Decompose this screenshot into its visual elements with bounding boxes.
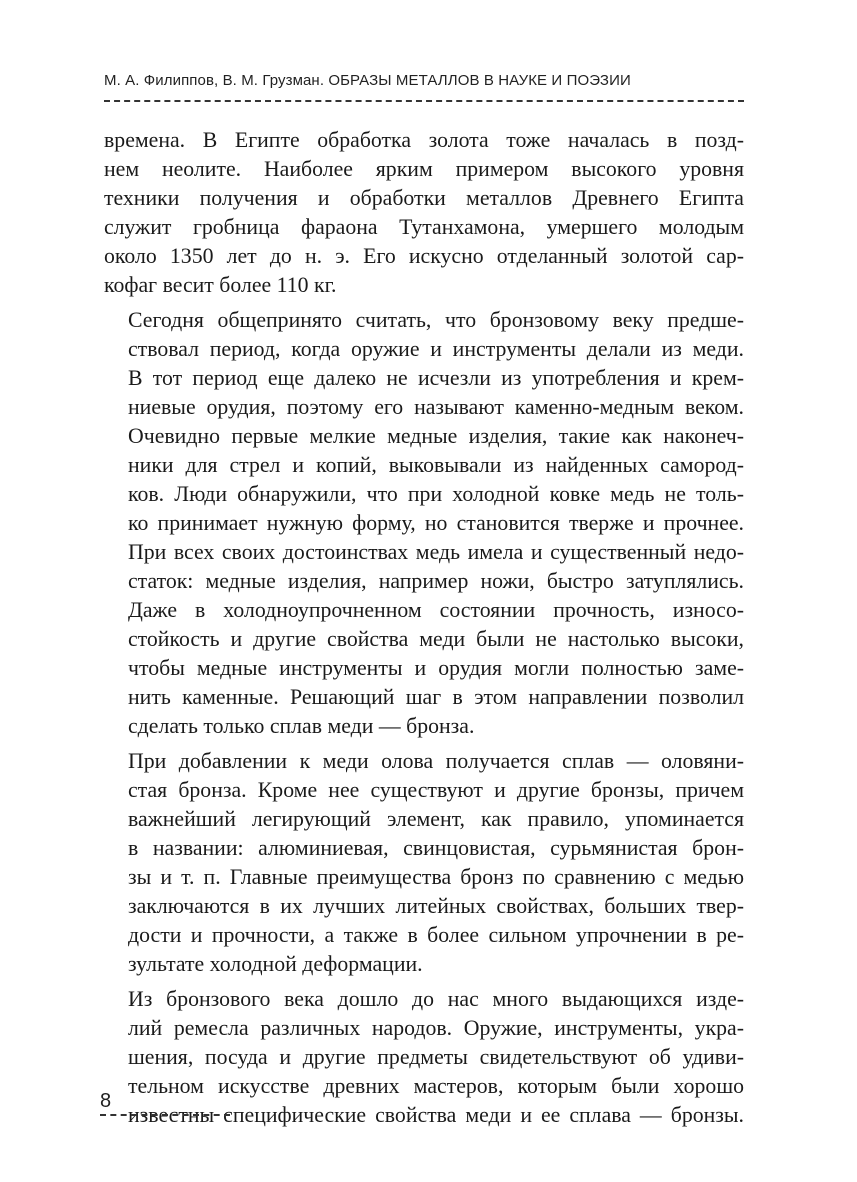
text-line: При всех своих достоинствах медь имела и существенный недо- xyxy=(128,540,744,564)
text-line: тельном искусстве древних мастеров, которым были хорошо xyxy=(128,1074,744,1098)
text-line: стая бронза. Кроме нее существуют и другие бронзы, причем xyxy=(128,778,744,802)
text-line: Даже в холодноупрочненном состоянии прочность, износо- xyxy=(128,598,744,622)
text-line: времена. В Египте обработка золота тоже началась в позд- xyxy=(104,128,744,152)
text-line: ники для стрел и копий, выковывали из найденных самород- xyxy=(128,453,744,477)
text-line: кофаг весит более 110 кг. xyxy=(104,273,337,297)
running-header: М. А. Филиппов, В. М. Грузман. ОБРАЗЫ МЕТАЛЛОВ В НАУКЕ И ПОЭЗИИ xyxy=(104,72,631,89)
text-line: нить каменные. Решающий шаг в этом направлении позволил xyxy=(128,685,744,709)
text-line: сделать только сплав меди — бронза. xyxy=(128,714,475,738)
text-line: ствовал период, когда оружие и инструменты делали из меди. xyxy=(128,337,744,361)
text-line: шения, посуда и другие предметы свидетельствуют об удиви- xyxy=(128,1045,744,1069)
text-line: техники получения и обработки металлов Древнего Египта xyxy=(104,186,744,210)
text-line: около 1350 лет до н. э. Его искусно отделанный золотой сар- xyxy=(104,244,744,268)
text-line: Сегодня общепринято считать, что бронзовому веку предше- xyxy=(128,308,744,332)
paragraph-4 xyxy=(104,985,744,1130)
text-line: Из бронзового века дошло до нас много выдающихся изде- xyxy=(128,987,744,1011)
text-line: лий ремесла различных народов. Оружие, инструменты, укра- xyxy=(128,1016,744,1040)
text-line: стойкость и другие свойства меди были не настолько высоки, xyxy=(128,627,744,651)
text-line: зы и т. п. Главные преимущества бронз по сравнению с медью xyxy=(128,865,744,889)
text-line: дости и прочности, а также в более сильном упрочнении в ре- xyxy=(128,923,744,947)
page-body-text xyxy=(104,126,744,1130)
text-line: ков. Люди обнаружили, что при холодной ковке медь не толь- xyxy=(128,482,744,506)
text-line: заключаются в их лучших литейных свойствах, больших твер- xyxy=(128,894,744,918)
text-line: Очевидно первые мелкие медные изделия, такие как наконеч- xyxy=(128,424,744,448)
paragraph-3 xyxy=(104,747,744,979)
page-number: 8 xyxy=(100,1090,112,1112)
paragraph-1 xyxy=(104,126,744,300)
text-line: В тот период еще далеко не исчезли из употребления и крем- xyxy=(128,366,744,390)
text-line: ко принимает нужную форму, но становится тверже и прочнее. xyxy=(128,511,744,535)
paragraph-2 xyxy=(104,306,744,741)
text-line: известны специфические свойства меди и ее сплава — бронзы. xyxy=(128,1103,744,1127)
text-line: статок: медные изделия, например ножи, быстро затуплялись. xyxy=(128,569,744,593)
text-line: чтобы медные инструменты и орудия могли полностью заме- xyxy=(128,656,744,680)
text-line: зультате холодной деформации. xyxy=(128,952,423,976)
text-line: в названии: алюминиевая, свинцовистая, сурьмянистая брон- xyxy=(128,836,744,860)
text-line: ниевые орудия, поэтому его называют каменно-медным веком. xyxy=(128,395,744,419)
text-line: нем неолите. Наиболее ярким примером высокого уровня xyxy=(104,157,744,181)
text-line: При добавлении к меди олова получается сплав — оловяни- xyxy=(128,749,744,773)
text-line: важнейший легирующий элемент, как правило, упоминается xyxy=(128,807,744,831)
footer-dashed-rule xyxy=(100,1114,230,1116)
text-line: служит гробница фараона Тутанхамона, умершего молодым xyxy=(104,215,744,239)
header-dashed-rule xyxy=(104,100,744,102)
